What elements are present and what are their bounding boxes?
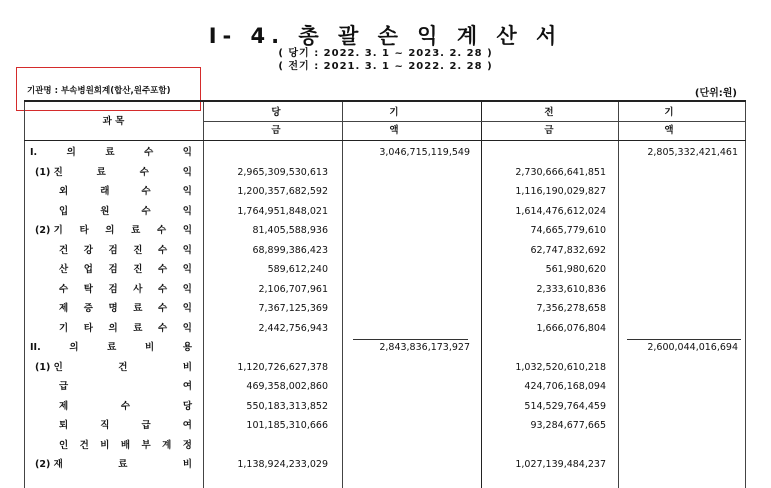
row-label-part: 입 (59, 205, 69, 217)
row-label-part: (1) 인 (35, 361, 63, 373)
header-previous-gi: 기 (664, 107, 674, 118)
current-detail-amount: 589,612,240 (267, 264, 328, 275)
current-detail-amount: 1,764,951,848,021 (237, 205, 328, 217)
previous-detail-amount: 7,356,278,658 (536, 303, 606, 314)
row-label (59, 381, 192, 393)
row-label-part: 사 (133, 283, 143, 295)
row-label-part: 비 (182, 361, 192, 373)
row-label-part: 의 (69, 342, 79, 353)
row-label-part: 증 (83, 303, 93, 314)
current-total-amount: 3,046,715,119,549 (379, 147, 470, 158)
column-divider (481, 102, 482, 488)
current-detail-amount: 7,367,125,369 (258, 303, 328, 314)
subtotal-rule (353, 339, 468, 340)
previous-detail-amount: 1,116,190,029,827 (515, 186, 606, 197)
previous-detail-amount: 1,032,520,610,218 (515, 361, 606, 373)
row-label-part: 수 (158, 244, 168, 256)
previous-total-amount: 2,600,044,016,694 (647, 342, 738, 353)
row-label-part: 퇴 (59, 420, 69, 431)
previous-detail-amount: 424,706,168,094 (524, 381, 606, 392)
row-label (59, 420, 192, 432)
row-label-part: 산 (59, 264, 69, 275)
row-label-part: II. (30, 342, 41, 353)
row-label-part: 수 (120, 400, 131, 412)
row-label (59, 186, 192, 198)
current-detail-amount: 2,965,309,530,613 (237, 166, 328, 178)
current-detail-amount: 2,106,707,961 (258, 283, 328, 295)
row-label-part: 제 (59, 400, 69, 412)
row-label (59, 284, 192, 296)
row-label-part: 배 (120, 439, 131, 451)
row-label-part: 래 (100, 186, 110, 197)
previous-total-amount: 2,805,332,421,461 (647, 147, 738, 158)
current-total-amount: 2,843,836,173,927 (379, 342, 470, 353)
row-label-part: 의 (108, 322, 118, 334)
row-label-part: 익 (182, 244, 192, 256)
row-label-part: 비 (182, 459, 192, 470)
current-detail-amount: 1,200,357,682,592 (237, 186, 328, 197)
row-label-part: 진 (133, 244, 143, 256)
row-label-part: 수 (141, 186, 151, 197)
row-label (35, 225, 192, 237)
row-label (59, 264, 192, 276)
previous-detail-amount: 1,027,139,484,237 (515, 459, 606, 470)
row-label-part: 수 (59, 283, 69, 295)
row-label (30, 147, 192, 159)
row-label-part: 정 (182, 439, 192, 451)
organization-label: 기관명 : 부속병원회계(합산,원주포함) (27, 86, 171, 96)
header-previous-geum: 금 (544, 125, 554, 136)
header-current-dang: 당 (271, 107, 281, 118)
previous-detail-amount: 2,333,610,836 (536, 283, 606, 295)
row-label-part: 익 (182, 303, 192, 314)
row-label-part: 익 (182, 322, 192, 334)
statement-title: Ⅰ- 4. 총 괄 손 익 계 산 서 (208, 24, 563, 48)
row-label-part: 건 (118, 361, 128, 373)
previous-detail-amount: 514,529,764,459 (524, 400, 606, 412)
current-detail-amount: 81,405,588,936 (252, 225, 328, 236)
current-detail-amount: 550,183,313,852 (246, 400, 328, 412)
row-label-part: 직 (100, 420, 110, 431)
header-previous-aek: 액 (664, 125, 674, 136)
previous-detail-amount: 93,284,677,665 (530, 420, 606, 431)
row-label-part: 제 (59, 303, 69, 314)
current-detail-amount: 101,185,310,666 (246, 420, 328, 431)
header-bottom-rule (24, 140, 746, 141)
row-label-part: 타 (83, 322, 93, 334)
row-label-part: 수 (144, 147, 154, 158)
unit-label: (단위:원) (694, 88, 737, 99)
row-label-part: 검 (108, 244, 118, 256)
income-statement-table (24, 100, 746, 488)
row-label-part: 수 (139, 166, 149, 178)
row-label (59, 323, 192, 335)
row-label (35, 459, 192, 471)
column-divider (342, 102, 343, 488)
previous-detail-amount: 2,730,666,641,851 (515, 166, 606, 178)
row-label-part: 타 (79, 225, 89, 236)
header-divider (203, 121, 745, 122)
row-label-part: 수 (158, 322, 168, 334)
row-label (59, 303, 192, 315)
header-previous-jeon: 전 (544, 107, 554, 118)
row-label-part: 급 (141, 420, 151, 431)
row-label-part: 익 (182, 264, 192, 275)
row-label-part: 료 (96, 166, 106, 178)
row-label-part: 원 (100, 205, 110, 217)
row-label-part: 수 (158, 283, 168, 295)
row-label-part: 수 (158, 303, 168, 314)
row-label-part: 료 (131, 225, 141, 236)
row-label-part: 강 (83, 244, 93, 256)
previous-detail-amount: 1,614,476,612,024 (515, 205, 606, 217)
row-label-part: 의 (105, 225, 115, 236)
column-divider (618, 102, 619, 488)
previous-detail-amount: 74,665,779,610 (530, 225, 606, 236)
row-label (59, 401, 192, 413)
current-detail-amount: 1,120,726,627,378 (237, 361, 328, 373)
row-label-part: 료 (118, 459, 128, 470)
row-label-part: 탁 (83, 283, 93, 295)
row-label-part: 수 (156, 225, 167, 236)
row-label-part: 계 (162, 439, 172, 451)
row-label-part: 검 (108, 264, 118, 275)
header-current-aek: 액 (389, 125, 399, 136)
previous-detail-amount: 1,666,076,804 (536, 322, 606, 334)
row-label (30, 342, 192, 354)
row-label-part: 료 (133, 322, 143, 334)
row-label-part: 익 (182, 283, 192, 295)
row-label-part: 익 (182, 186, 192, 197)
row-label-part: 검 (108, 283, 118, 295)
row-label (59, 206, 192, 218)
current-detail-amount: 68,899,386,423 (252, 244, 328, 256)
current-detail-amount: 1,138,924,233,029 (237, 459, 328, 470)
row-label-part: 명 (108, 303, 118, 314)
row-label-part: (2) 재 (35, 459, 63, 470)
row-label (35, 362, 192, 374)
row-label-part: (1) 진 (35, 166, 63, 178)
row-label-part: 료 (105, 147, 115, 158)
row-label-part: 료 (107, 342, 117, 353)
header-current-geum: 금 (271, 125, 281, 136)
row-label-part: 당 (182, 400, 192, 412)
row-label-part: 진 (133, 264, 143, 275)
current-detail-amount: 469,358,002,860 (246, 381, 328, 392)
row-label-part: (2) 기 (35, 225, 63, 236)
row-label-part: 부 (141, 439, 151, 451)
row-label-part: 수 (158, 264, 168, 275)
row-label-part: 여 (182, 381, 192, 392)
row-label-part: 의 (66, 147, 76, 158)
row-label-part: 업 (83, 264, 93, 275)
current-period: ( 당기 : 2022. 3. 1 ~ 2023. 2. 28 ) (278, 48, 493, 59)
row-label-part: 용 (182, 342, 192, 353)
column-divider (203, 102, 204, 488)
table-border-left (24, 102, 25, 488)
row-label (59, 440, 192, 452)
previous-detail-amount: 62,747,832,692 (530, 244, 606, 256)
row-label-part: 기 (59, 322, 69, 334)
row-label-part: 비 (144, 342, 155, 353)
subtotal-rule (627, 339, 741, 340)
row-label-part: 여 (182, 420, 192, 431)
row-label-part: 익 (182, 205, 192, 217)
row-label-part: 료 (133, 303, 143, 314)
header-current-gi: 기 (389, 107, 399, 118)
row-label-part: 비 (100, 439, 110, 451)
row-label-part: 익 (182, 166, 192, 178)
row-label-part: 급 (59, 381, 69, 392)
row-label-part: 수 (141, 205, 151, 217)
row-label-part: 인 (59, 439, 69, 451)
table-border-right (745, 102, 746, 488)
row-label-part: I. (30, 147, 38, 158)
row-label-part: 건 (59, 244, 69, 256)
previous-period: ( 전기 : 2021. 3. 1 ~ 2022. 2. 28 ) (278, 61, 493, 72)
previous-detail-amount: 561,980,620 (545, 264, 606, 275)
row-label-part: 익 (182, 225, 192, 236)
header-subject: 과 목 (102, 116, 125, 127)
row-label-part: 익 (182, 147, 192, 158)
row-label-part: 건 (79, 439, 89, 451)
row-label-part: 외 (59, 186, 69, 197)
row-label (59, 245, 192, 257)
row-label (35, 167, 192, 179)
current-detail-amount: 2,442,756,943 (258, 322, 328, 334)
